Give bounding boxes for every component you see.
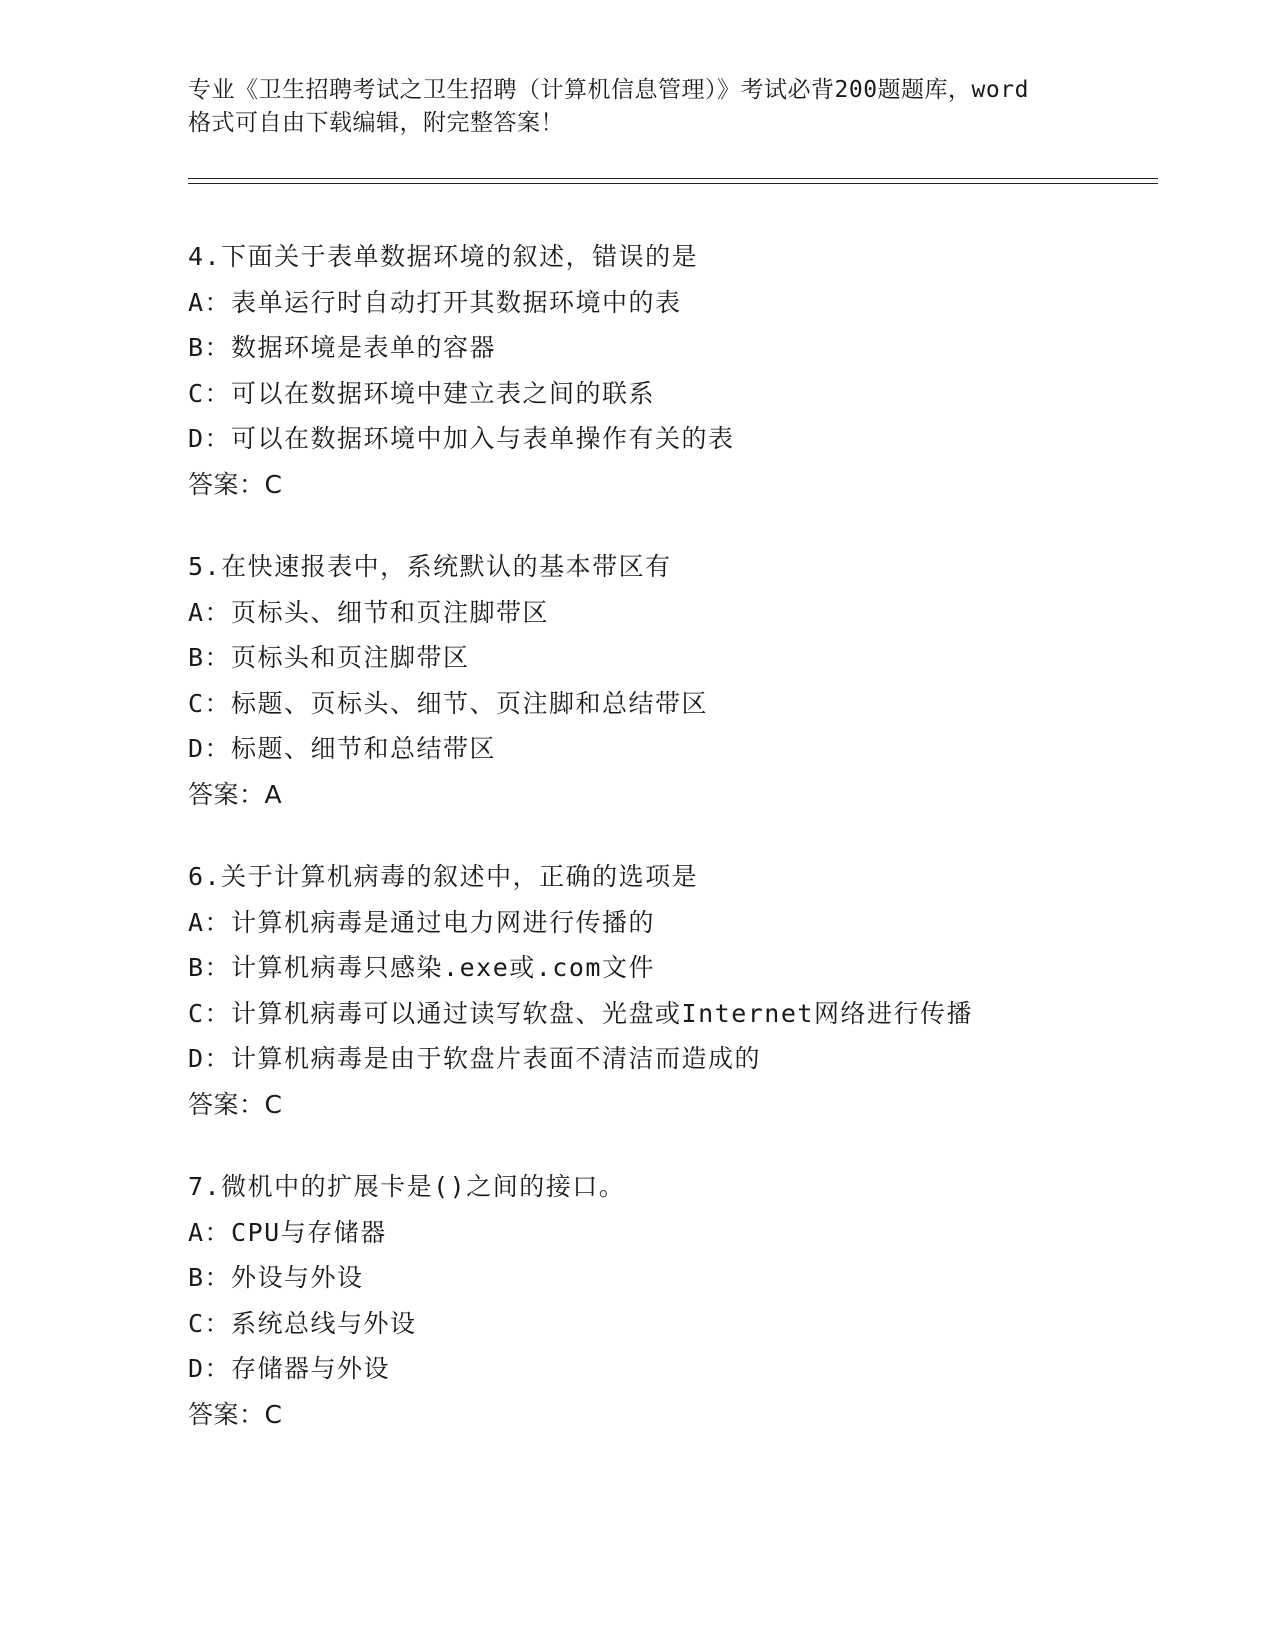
option-a: A：页标头、细节和页注脚带区	[188, 597, 550, 627]
option-c: C：计算机病毒可以通过读写软盘、光盘或Internet网络进行传播	[188, 998, 973, 1028]
document-header	[188, 74, 1108, 140]
header-divider-bottom	[188, 183, 1158, 184]
option-c: C：可以在数据环境中建立表之间的联系	[188, 378, 656, 408]
option-d: D：存储器与外设	[188, 1354, 391, 1383]
option-c: C：标题、页标头、细节、页注脚和总结带区	[188, 688, 709, 718]
answer-label: 答案：C	[188, 469, 283, 499]
option-d: D：计算机病毒是由于软盘片表面不清洁而造成的	[188, 1044, 762, 1073]
option-a: A：计算机病毒是通过电力网进行传播的	[188, 907, 656, 937]
option-b: B：数据环境是表单的容器	[188, 333, 497, 362]
answer-label: 答案：C	[188, 1089, 283, 1119]
option-b: B：计算机病毒只感染.exe或.com文件	[188, 953, 655, 982]
question-stem: 5.在快速报表中，系统默认的基本带区有	[188, 552, 672, 581]
option-b: B：外设与外设	[188, 1263, 364, 1292]
question-7	[188, 1164, 1148, 1437]
option-c: C：系统总线与外设	[188, 1308, 417, 1338]
question-4	[188, 234, 1148, 507]
option-b: B：页标头和页注脚带区	[188, 643, 470, 672]
option-a: A：CPU与存储器	[188, 1217, 387, 1247]
question-6	[188, 854, 1148, 1127]
header-divider-top	[188, 178, 1158, 179]
header-line-1: 专业《卫生招聘考试之卫生招聘（计算机信息管理）》考试必背200题题库，word	[188, 77, 1029, 103]
option-d: D：可以在数据环境中加入与表单操作有关的表	[188, 424, 735, 453]
question-stem: 7.微机中的扩展卡是()之间的接口。	[188, 1172, 626, 1201]
answer-label: 答案：A	[188, 779, 283, 809]
question-5	[188, 544, 1148, 817]
question-list	[188, 234, 1148, 1474]
header-line-2: 格式可自由下载编辑，附完整答案！	[188, 110, 564, 136]
answer-label: 答案：C	[188, 1399, 283, 1429]
option-a: A：表单运行时自动打开其数据环境中的表	[188, 287, 682, 317]
question-stem: 4.下面关于表单数据环境的叙述，错误的是	[188, 242, 699, 271]
question-stem: 6.关于计算机病毒的叙述中，正确的选项是	[188, 862, 699, 891]
option-d: D：标题、细节和总结带区	[188, 734, 497, 763]
